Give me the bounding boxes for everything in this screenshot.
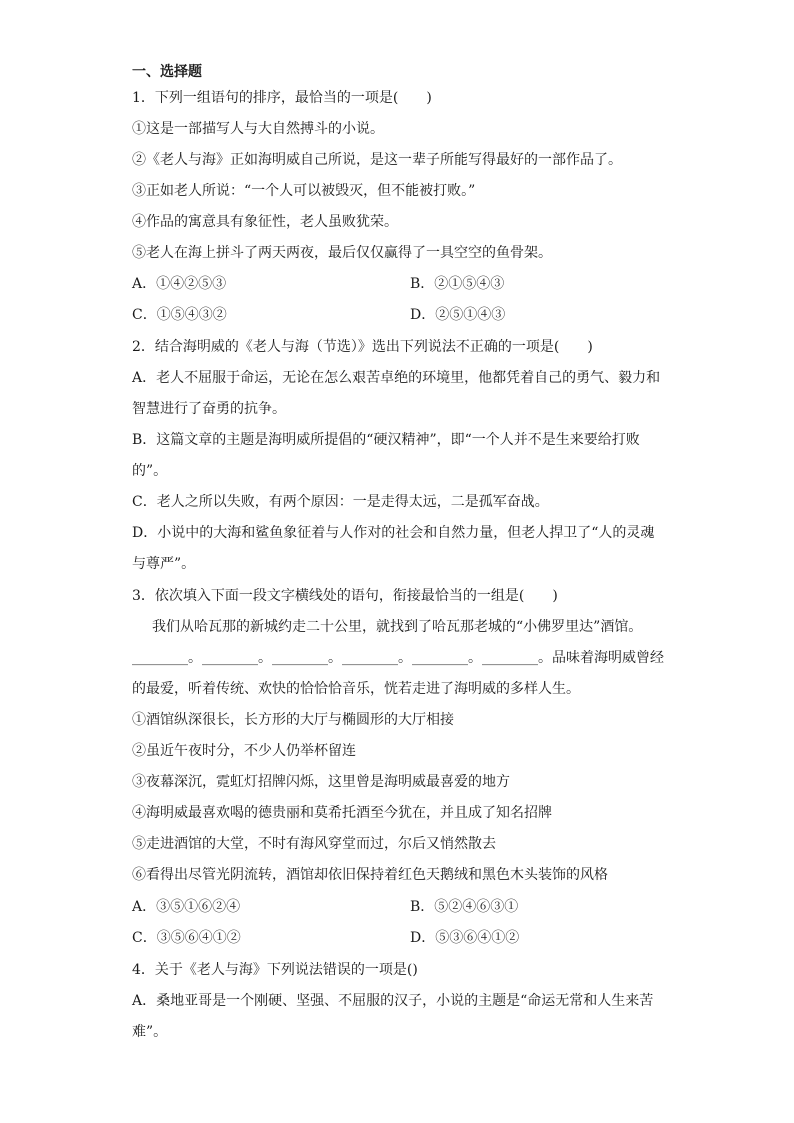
q1-sentence-2: ②《老人与海》正如海明威自己所说，是这一辈子所能写得最好的一部作品了。: [132, 152, 622, 168]
q2-option-a-line-2: 智慧进行了奋勇的抗争。: [132, 401, 286, 417]
q2-option-b-line-1: B．这篇文章的主题是海明威所提倡的“硬汉精神”，即“一个人并不是生来要给打败: [132, 432, 640, 448]
q3-sentence-6: ⑥看得出尽管光阴流转，酒馆却依旧保持着红色天鹅绒和黑色木头装饰的风格: [132, 867, 608, 883]
q2-stem: 2．结合海明威的《老人与海（节选）》选出下列说法不正确的一项是( ): [132, 339, 593, 355]
q4-option-a-line-1: A．桑地亚哥是一个刚硬、坚强、不屈服的汉子，小说的主题是“命运无常和人生来苦: [132, 993, 654, 1009]
q2-option-d-line-2: 与尊严”。: [132, 556, 196, 572]
q3-option-b: B．⑤②④⑥③①: [410, 899, 519, 915]
q1-sentence-4: ④作品的寓意具有象征性，老人虽败犹荣。: [132, 214, 398, 230]
section-title: 一、选择题: [132, 64, 202, 80]
q3-passage-line-3: 的最爱，听着传统、欢快的恰恰恰音乐，恍若走进了海明威的多样人生。: [132, 681, 580, 697]
q3-passage-line-2: ________。________。________。________。________。________。品味着海明威曾经: [132, 650, 664, 666]
q1-sentence-5: ⑤老人在海上拼斗了两天两夜，最后仅仅赢得了一具空空的鱼骨架。: [132, 245, 552, 261]
q3-stem: 3．依次填入下面一段文字横线处的语句，衔接最恰当的一组是( ): [132, 588, 558, 604]
q3-sentence-1: ①酒馆纵深很长，长方形的大厅与椭圆形的大厅相接: [132, 712, 454, 728]
q1-sentence-1: ①这是一部描写人与大自然搏斗的小说。: [132, 121, 384, 137]
q3-sentence-5: ⑤走进酒馆的大堂，不时有海风穿堂而过，尔后又悄然散去: [132, 836, 496, 852]
q2-option-d-line-1: D．小说中的大海和鲨鱼象征着与人作对的社会和自然力量，但老人捍卫了“人的灵魂: [132, 525, 655, 541]
q2-option-b-line-2: 的”。: [132, 463, 168, 479]
q2-option-c: C．老人之所以失败，有两个原因：一是走得太远，二是孤军奋战。: [132, 494, 549, 510]
q3-sentence-4: ④海明威最喜欢喝的德贵丽和莫希托酒至今犹在，并且成了知名招牌: [132, 805, 552, 821]
q2-option-a-line-1: A．老人不屈服于命运，无论在怎么艰苦卓绝的环境里，他都凭着自己的勇气、毅力和: [132, 370, 661, 386]
q3-option-d: D．⑤③⑥④①②: [410, 930, 520, 946]
q1-option-d: D．②⑤①④③: [410, 307, 506, 323]
q3-option-c: C．③⑤⑥④①②: [132, 930, 241, 946]
q3-sentence-2: ②虽近午夜时分，不少人仍举杯留连: [132, 743, 356, 759]
q3-passage-line-1: 我们从哈瓦那的新城约走二十公里，就找到了哈瓦那老城的“小佛罗里达”酒馆。: [152, 619, 643, 635]
q3-option-a: A．③⑤①⑥②④: [132, 899, 241, 915]
q1-stem: 1．下列一组语句的排序，最恰当的一项是( ): [132, 90, 432, 106]
q4-option-a-line-2: 难”。: [132, 1024, 168, 1040]
q1-option-b: B．②①⑤④③: [410, 276, 505, 292]
q3-sentence-3: ③夜幕深沉，霓虹灯招牌闪烁，这里曾是海明威最喜爱的地方: [132, 774, 510, 790]
q1-sentence-3: ③正如老人所说：“一个人可以被毁灭，但不能被打败。”: [132, 183, 476, 199]
q4-stem: 4．关于《老人与海》下列说法错误的一项是(): [132, 962, 418, 978]
q1-option-c: C．①⑤④③②: [132, 307, 227, 323]
q1-option-a: A．①④②⑤③: [132, 276, 227, 292]
